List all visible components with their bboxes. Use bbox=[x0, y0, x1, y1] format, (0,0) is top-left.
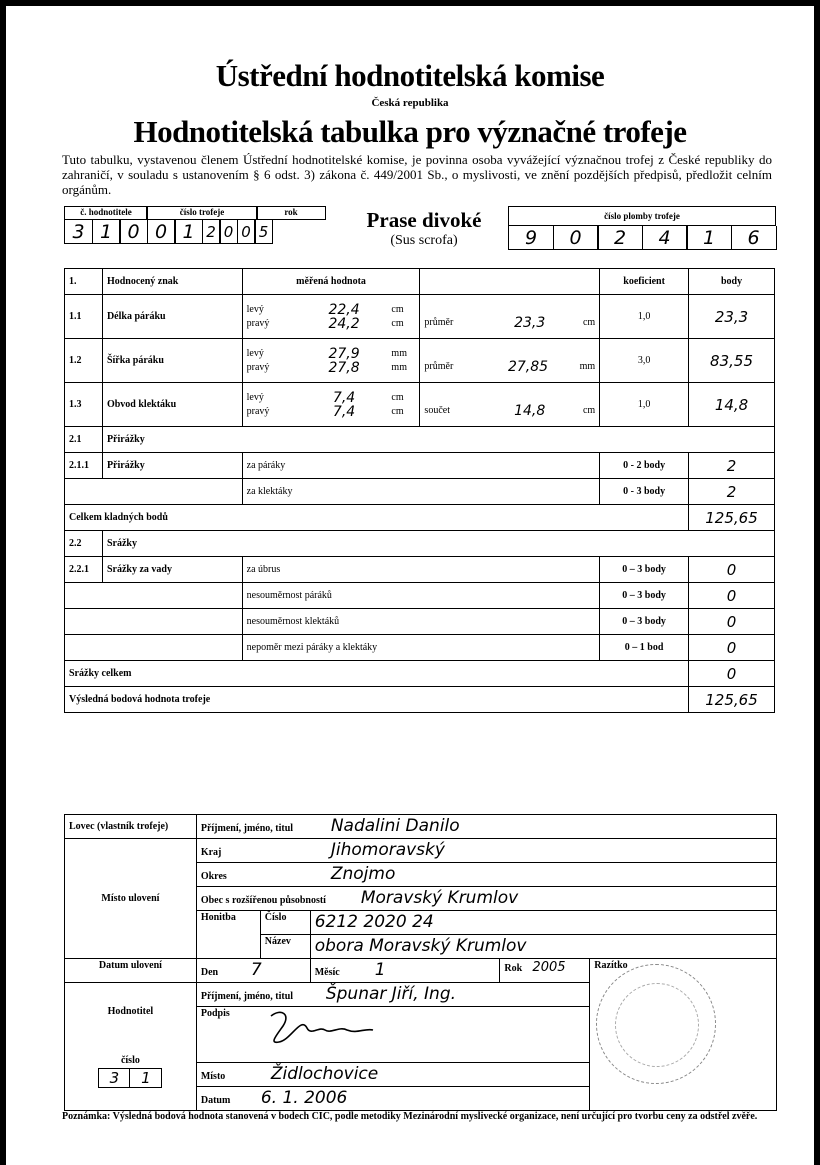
seal-digit: 4 bbox=[642, 226, 688, 250]
deduct-label: nesouměrnost páráků bbox=[242, 583, 600, 609]
final-label: Výsledná bodová hodnota trofeje bbox=[65, 687, 689, 713]
evaluator-cell bbox=[65, 983, 197, 1111]
row-num: 1.1 bbox=[65, 295, 103, 339]
table-row bbox=[65, 339, 775, 383]
evaluator-number-digit: 3 bbox=[98, 1068, 130, 1088]
location-value: Židlochovice bbox=[270, 1064, 379, 1084]
signature-mark bbox=[261, 1006, 381, 1051]
year-label: rok bbox=[284, 207, 298, 217]
seal-digit: 1 bbox=[686, 226, 732, 250]
left-label: levý bbox=[246, 347, 264, 359]
stamp-mark bbox=[596, 964, 716, 1084]
header-trait: Hodnocený znak bbox=[102, 269, 242, 295]
month-cell bbox=[310, 959, 500, 983]
id-digit: 0 bbox=[237, 220, 256, 244]
bonus-row bbox=[65, 479, 775, 505]
hunter-row bbox=[65, 815, 777, 839]
hunter-label: Lovec (vlastník trofeje) bbox=[65, 815, 197, 839]
deduct-row bbox=[65, 557, 775, 583]
deduct-section-num: 2.2 bbox=[65, 531, 103, 557]
bonus-points: 2 bbox=[689, 479, 775, 505]
municipality-value: Moravský Krumlov bbox=[360, 888, 519, 908]
bonus-range: 0 - 2 body bbox=[600, 453, 689, 479]
signature-label: Podpis bbox=[196, 1007, 589, 1063]
row-measurements bbox=[242, 339, 420, 383]
hunter-name-label: Příjmení, jméno, titul bbox=[200, 823, 294, 834]
header-measured: měřená hodnota bbox=[242, 269, 420, 295]
table-header-row bbox=[65, 269, 775, 295]
agg-value: 23,3 bbox=[514, 314, 546, 331]
bonus-range: 0 - 3 body bbox=[600, 479, 689, 505]
deduct-range: 0 – 3 body bbox=[600, 583, 689, 609]
row-points: 23,3 bbox=[689, 295, 775, 339]
deduct-points: 0 bbox=[689, 557, 775, 583]
bonus-section-row bbox=[65, 427, 775, 453]
deduct-total-value: 0 bbox=[689, 661, 775, 687]
intro-paragraph: Tuto tabulku, vystavenou členem Ústřední hodnotitelské komise, je povinna osoba vyvážející význačnou trofej z České republiky do zahraničí, v souladu s ustanovením § 6 odst. 3) zákona č. 449/2001 Sb., o myslivosti, ve znění pozdějších předpisů, předložit celním orgánům. bbox=[62, 152, 772, 197]
bonus-num: 2.1.1 bbox=[65, 453, 103, 479]
species-block bbox=[334, 208, 514, 249]
ground-name-value: obora Moravský Krumlov bbox=[310, 935, 776, 959]
agg-unit: cm bbox=[582, 405, 596, 416]
country-subtitle: Česká republika bbox=[371, 97, 449, 109]
location-label: Místo bbox=[200, 1071, 226, 1082]
issue-date-label: Datum bbox=[200, 1095, 231, 1106]
ground-num-value: 6212 2020 24 bbox=[310, 911, 776, 935]
row-num: 1.2 bbox=[65, 339, 103, 383]
row-measurements bbox=[242, 383, 420, 427]
location-cell bbox=[196, 1063, 589, 1087]
ground-num-label: Číslo bbox=[260, 911, 310, 935]
row-coef: 1,0 bbox=[600, 383, 689, 427]
total-label: Celkem kladných bodů bbox=[65, 505, 689, 531]
id-digit: 5 bbox=[254, 220, 273, 244]
header-points: body bbox=[689, 269, 775, 295]
deduct-range: 0 – 3 body bbox=[600, 557, 689, 583]
deduct-label: nesouměrnost klektáků bbox=[242, 609, 600, 635]
region-cell bbox=[196, 839, 776, 863]
ground-label: Honitba bbox=[196, 911, 260, 959]
place-label: Místo ulovení bbox=[65, 839, 197, 959]
right-value: 7,4 bbox=[332, 403, 356, 420]
row-measurements bbox=[242, 295, 420, 339]
deduct-spacer bbox=[65, 583, 243, 609]
region-value: Jihomoravský bbox=[330, 840, 445, 860]
table-title: Hodnotitelská tabulka pro význačné trofeje bbox=[133, 114, 687, 149]
header-coef: koeficient bbox=[600, 269, 689, 295]
district-cell bbox=[196, 863, 776, 887]
day-label: Den bbox=[200, 967, 219, 978]
unit: cm bbox=[391, 303, 404, 315]
district-value: Znojmo bbox=[330, 864, 396, 884]
date-label: Datum ulovení bbox=[65, 959, 197, 983]
deduct-total-row bbox=[65, 661, 775, 687]
day-value: 7 bbox=[250, 960, 262, 980]
evaluator-number-digit: 1 bbox=[130, 1068, 162, 1088]
unit: mm bbox=[391, 361, 407, 373]
issue-date-value: 6. 1. 2006 bbox=[260, 1088, 348, 1108]
row-coef: 3,0 bbox=[600, 339, 689, 383]
deduct-points: 0 bbox=[689, 609, 775, 635]
total-row bbox=[65, 505, 775, 531]
deduct-section-label: Srážky bbox=[102, 531, 774, 557]
id-digit: 3 bbox=[64, 220, 93, 244]
header-empty bbox=[420, 269, 600, 295]
bonus-points: 2 bbox=[689, 453, 775, 479]
deduct-points: 0 bbox=[689, 635, 775, 661]
bonus-spacer bbox=[65, 479, 243, 505]
deduct-range: 0 – 3 body bbox=[600, 609, 689, 635]
hunter-name: Nadalini Danilo bbox=[330, 816, 460, 836]
hunter-name-cell bbox=[196, 815, 776, 839]
agg-label: součet bbox=[424, 405, 450, 416]
deduct-points: 0 bbox=[689, 583, 775, 609]
seal-digit: 9 bbox=[508, 226, 554, 250]
unit: cm bbox=[391, 405, 404, 417]
year-label: Rok bbox=[504, 963, 523, 974]
deduct-num: 2.2.1 bbox=[65, 557, 103, 583]
left-value: 7,4 bbox=[332, 389, 356, 406]
month-label: Měsíc bbox=[314, 967, 340, 978]
bonus-label: za klektáky bbox=[242, 479, 600, 505]
bonus-name: Přirážky bbox=[102, 453, 242, 479]
year-value: 2005 bbox=[532, 960, 566, 975]
agg-label: průměr bbox=[424, 361, 454, 372]
trophy-number-label: číslo trofeje bbox=[179, 207, 225, 217]
seal-digit: 2 bbox=[597, 226, 643, 250]
deduct-row bbox=[65, 609, 775, 635]
evaluator-label: Hodnotitel bbox=[107, 1005, 154, 1017]
row-name: Šířka páráku bbox=[102, 339, 242, 383]
header-trait-num: 1. bbox=[65, 269, 103, 295]
id-digit: 0 bbox=[119, 220, 148, 244]
left-label: levý bbox=[246, 391, 264, 403]
total-value: 125,65 bbox=[689, 505, 775, 531]
deduct-section-row bbox=[65, 531, 775, 557]
final-value: 125,65 bbox=[689, 687, 775, 713]
id-digit: 0 bbox=[219, 220, 238, 244]
evaluator-number-label: číslo bbox=[120, 1054, 140, 1066]
seal-digit: 0 bbox=[553, 226, 599, 250]
left-label: levý bbox=[246, 303, 264, 315]
right-value: 24,2 bbox=[328, 315, 360, 332]
ground-name-label: Název bbox=[260, 935, 310, 959]
row-points: 83,55 bbox=[689, 339, 775, 383]
final-row bbox=[65, 687, 775, 713]
deduct-spacer bbox=[65, 609, 243, 635]
deduct-row bbox=[65, 583, 775, 609]
seal-digits bbox=[508, 226, 775, 250]
left-value: 27,9 bbox=[328, 345, 360, 362]
deduct-label: nepoměr mezi páráky a klektáky bbox=[242, 635, 600, 661]
id-digit: 2 bbox=[202, 220, 221, 244]
deduct-range: 0 – 1 bod bbox=[600, 635, 689, 661]
id-digit: 1 bbox=[92, 220, 121, 244]
deduct-spacer bbox=[65, 635, 243, 661]
species-name: Prase divoké bbox=[366, 208, 482, 232]
stamp-inner-ring bbox=[615, 983, 699, 1067]
municipality-label: Obec s rozšířenou působností bbox=[200, 895, 326, 906]
footer-note: Poznámka: Výsledná bodová hodnota stanovená v bodech CIC, podle metodiky Mezinárodní myslivecké organizace, není určující pro tvorbu ceny za odstřel zvěře. bbox=[62, 1111, 758, 1122]
deduct-total-label: Srážky celkem bbox=[65, 661, 689, 687]
seal-number-label: číslo plomby trofeje bbox=[604, 211, 680, 221]
agg-label: průměr bbox=[424, 317, 454, 328]
bonus-row bbox=[65, 453, 775, 479]
seal-digit: 6 bbox=[731, 226, 777, 250]
row-name: Délka páráku bbox=[102, 295, 242, 339]
unit: cm bbox=[391, 317, 404, 329]
id-digits bbox=[64, 220, 272, 244]
row-coef: 1,0 bbox=[600, 295, 689, 339]
row-aggregate bbox=[420, 339, 600, 383]
right-value: 27,8 bbox=[328, 359, 360, 376]
table-row bbox=[65, 295, 775, 339]
evaluator-name: Špunar Jiří, Ing. bbox=[325, 984, 457, 1004]
id-digit: 0 bbox=[147, 220, 176, 244]
district-label: Okres bbox=[200, 871, 227, 882]
deduct-row bbox=[65, 635, 775, 661]
row-points: 14,8 bbox=[689, 383, 775, 427]
row-aggregate bbox=[420, 295, 600, 339]
table-row bbox=[65, 383, 775, 427]
evaluation-table bbox=[64, 268, 775, 713]
region-label: Kraj bbox=[200, 847, 222, 858]
unit: cm bbox=[391, 391, 404, 403]
agg-unit: cm bbox=[582, 317, 596, 328]
row-aggregate bbox=[420, 383, 600, 427]
bonus-label: za páráky bbox=[242, 453, 600, 479]
month-value: 1 bbox=[374, 960, 386, 980]
evaluator-number-label: č. hodnotitele bbox=[80, 207, 132, 217]
day-cell bbox=[196, 959, 310, 983]
document-page bbox=[6, 6, 814, 1165]
row-name: Obvod klektáku bbox=[102, 383, 242, 427]
right-label: pravý bbox=[246, 317, 270, 329]
year-cell bbox=[500, 959, 590, 983]
municipality-cell bbox=[196, 887, 776, 911]
bonus-section-label: Přirážky bbox=[102, 427, 774, 453]
bonus-section-num: 2.1 bbox=[65, 427, 103, 453]
stamp-cell: Razítko bbox=[590, 959, 777, 1111]
region-row bbox=[65, 839, 777, 863]
left-value: 22,4 bbox=[328, 301, 360, 318]
agg-unit: mm bbox=[579, 361, 596, 372]
deduct-label: za úbrus bbox=[242, 557, 600, 583]
commission-title: Ústřední hodnotitelská komise bbox=[215, 58, 605, 93]
right-label: pravý bbox=[246, 405, 270, 417]
right-label: pravý bbox=[246, 361, 270, 373]
agg-value: 14,8 bbox=[514, 402, 546, 419]
evaluator-name-label: Příjmení, jméno, titul bbox=[200, 991, 294, 1002]
agg-value: 27,85 bbox=[507, 358, 549, 375]
row-num: 1.3 bbox=[65, 383, 103, 427]
unit: mm bbox=[391, 347, 407, 359]
deduct-name: Srážky za vady bbox=[102, 557, 242, 583]
issue-date-cell bbox=[196, 1087, 589, 1111]
species-latin: (Sus scrofa) bbox=[390, 233, 458, 248]
evaluator-name-cell bbox=[196, 983, 589, 1007]
id-digit: 1 bbox=[174, 220, 203, 244]
